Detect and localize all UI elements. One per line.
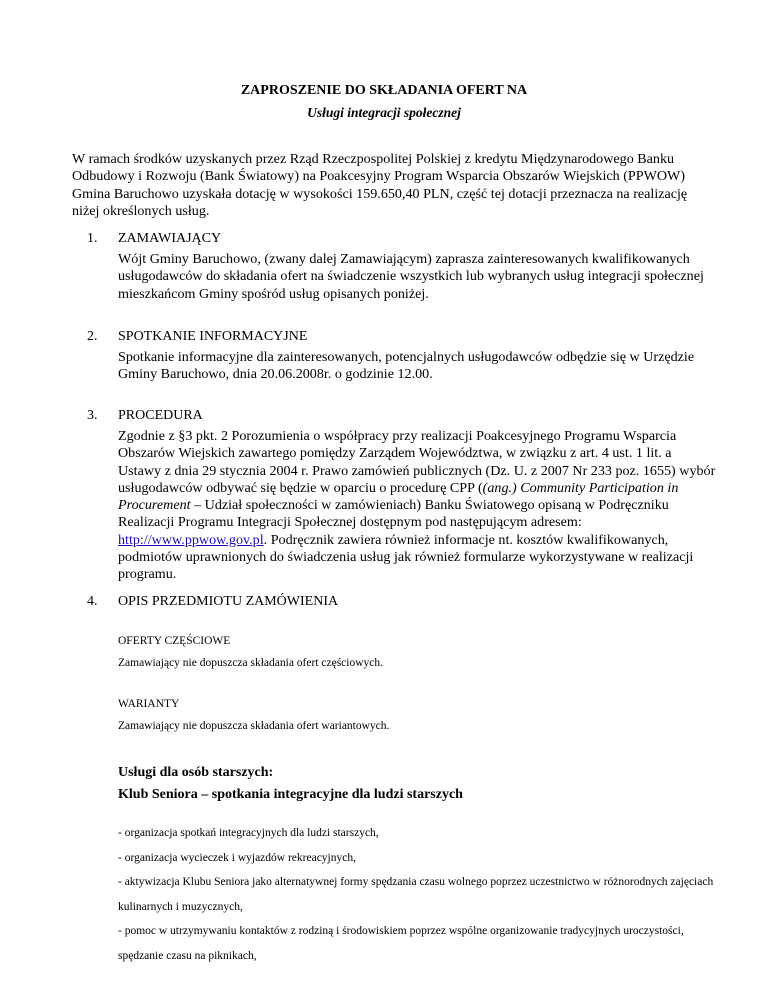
senior-club-list	[118, 821, 718, 968]
section-number: 4.	[87, 594, 98, 609]
procedure-text-2: – Udział społeczności w zamówieniach) Banku Światowego opisaną w Podręczniku Realizacji Programu Integracji Społecznej dostępnym pod następującym adresem:	[118, 497, 669, 531]
section-number: 2.	[87, 329, 98, 344]
section-title: ZAMAWIAJĄCY	[118, 231, 222, 246]
section-1-body: Wójt Gminy Baruchowo, (zwany dalej Zamawiającym) zaprasza zainteresowanych kwalifikowanych usługodawców do składania ofert na świadczenie wszystkich lub wybranych usług integracji społecznej mieszkańcom Gminy spośród usług opisanych poniżej.	[118, 251, 704, 302]
partial-offers-heading: OFERTY CZĘŚCIOWE	[118, 635, 231, 647]
list-item: - organizacja wycieczek i wyjazdów rekreacyjnych,	[118, 851, 356, 864]
section-title: PROCEDURA	[118, 408, 203, 423]
senior-club-heading: Klub Seniora – spotkania integracyjne dla ludzi starszych	[118, 787, 463, 802]
section-number: 1.	[87, 231, 98, 246]
section-3-body	[118, 428, 718, 584]
ppwow-link[interactable]: http://www.ppwow.gov.pl	[118, 531, 264, 548]
section-1-heading	[87, 230, 221, 247]
procedure-italic-term: (ang.) Community Participation in Procurement	[118, 479, 679, 514]
section-2-heading	[87, 328, 307, 345]
procedure-text-3: . Podręcznik zawiera również informacje nt. kosztów kwalifikowanych, podmiotów uprawnionych do świadczenia usług jak również formularze wykorzystywane w realizacji programu.	[118, 531, 694, 583]
section-3-heading	[87, 407, 203, 424]
section-title: OPIS PRZEDMIOTU ZAMÓWIENIA	[118, 594, 339, 609]
list-item: - aktywizacja Klubu Seniora jako alternatywnej formy spędzania czasu wolnego poprzez uczestnictwo w różnorodnych zajęciach kulinarnych i muzycznych,	[118, 876, 714, 913]
section-4-heading	[87, 593, 338, 610]
section-number: 3.	[87, 408, 98, 423]
variants-heading: WARIANTY	[118, 698, 180, 710]
elderly-services-heading: Usługi dla osób starszych:	[118, 765, 274, 780]
procedure-text-1: Zgodnie z §3 pkt. 2 Porozumienia o współpracy przy realizacji Poakcesyjnego Programu Wsparcia Obszarów Wiejskich zawartego pomiędzy Zarządem Województwa, w związku z art. 4 ust. 1 lit. a Ustawy z dnia 29 stycznia 2004 r. Prawo zamówień publicznych (Dz. U. z 2007 Nr 233 poz. 1655) wybór usługodawców odbywać się będzie w oparciu o procedurę CPP (	[118, 428, 716, 496]
list-item: - pomoc w utrzymywaniu kontaktów z rodziną i środowiskiem poprzez wspólne organizowanie tradycyjnych uroczystości, spędzanie czasu na piknikach,	[118, 925, 684, 962]
section-2-body: Spotkanie informacyjne dla zainteresowanych, potencjalnych usługodawców odbędzie się w Urzędzie Gminy Baruchowo, dnia 20.06.2008r. o godzinie 12.00.	[118, 349, 695, 383]
intro-paragraph: W ramach środków uzyskanych przez Rząd Rzeczpospolitej Polskiej z kredytu Międzynarodowego Banku Odbudowy i Rozwoju (Bank Światowy) na Poakcesyjny Program Wsparcia Obszarów Wiejskich (PPWOW) Gmina Baruchowo uzyskała dotację w wysokości 159.650,40 PLN, część tej dotacji przeznacza na realizację niżej określonych usług.	[72, 151, 688, 219]
partial-offers-text: Zamawiający nie dopuszcza składania ofert częściowych.	[118, 657, 384, 669]
section-title: SPOTKANIE INFORMACYJNE	[118, 329, 308, 344]
document-title: ZAPROSZENIE DO SKŁADANIA OFERT NA	[240, 83, 528, 98]
document-subtitle: Usługi integracji społecznej	[307, 105, 461, 120]
list-item: - organizacja spotkań integracyjnych dla ludzi starszych,	[118, 827, 379, 839]
variants-text: Zamawiający nie dopuszcza składania ofert wariantowych.	[118, 720, 390, 732]
